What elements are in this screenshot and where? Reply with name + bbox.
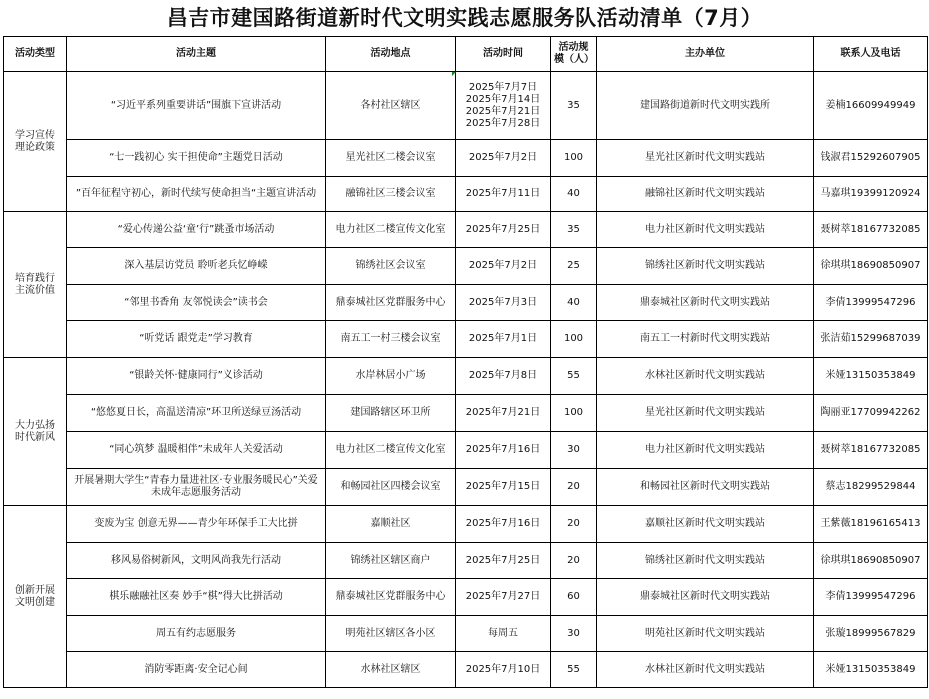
- cell-time[interactable]: 2025年7月16日: [456, 432, 551, 469]
- table-row: [4, 140, 928, 177]
- cell-scale[interactable]: 20: [551, 469, 597, 506]
- cell-place[interactable]: 星光社区二楼会议室: [326, 140, 456, 177]
- table-row: [4, 506, 928, 543]
- cell-time[interactable]: 2025年7月25日: [456, 212, 551, 248]
- cell-theme[interactable]: “习近平系列重要讲话”围旗下宣讲活动: [67, 72, 326, 140]
- cell-org[interactable]: 建国路街道新时代文明实践所: [597, 72, 814, 140]
- cell-time[interactable]: 2025年7月11日: [456, 177, 551, 212]
- activity-table: [3, 36, 928, 688]
- table-row: [4, 432, 928, 469]
- cell-scale[interactable]: 30: [551, 432, 597, 469]
- cell-scale[interactable]: 60: [551, 579, 597, 616]
- cell-theme[interactable]: “银龄关怀·健康同行”义诊活动: [67, 358, 326, 395]
- table-row: [4, 72, 928, 140]
- cell-place[interactable]: 鼎泰城社区党群服务中心: [326, 285, 456, 321]
- cell-time[interactable]: 2025年7月7日 2025年7月14日 2025年7月21日 2025年7月28日: [456, 72, 551, 140]
- cell-org[interactable]: 锦绣社区新时代文明实践站: [597, 543, 814, 579]
- cell-time[interactable]: 2025年7月1日: [456, 321, 551, 358]
- cell-scale[interactable]: 55: [551, 652, 597, 688]
- cell-activity-type[interactable]: 大力弘扬时代新风: [4, 358, 67, 506]
- cell-scale[interactable]: 35: [551, 212, 597, 248]
- cell-contact[interactable]: 米娅13150353849: [814, 358, 928, 395]
- cell-activity-type[interactable]: 学习宣传理论政策: [4, 72, 67, 212]
- cell-theme[interactable]: 周五有约志愿服务: [67, 616, 326, 652]
- cell-org[interactable]: 南五工一村新时代文明实践站: [597, 321, 814, 358]
- cell-org[interactable]: 锦绣社区新时代文明实践站: [597, 248, 814, 285]
- cell-comment-marker: [452, 72, 456, 76]
- cell-theme[interactable]: “邻里书香角 友邻悦读会”读书会: [67, 285, 326, 321]
- cell-contact[interactable]: 蔡志18299529844: [814, 469, 928, 506]
- cell-contact[interactable]: 米娅13150353849: [814, 652, 928, 688]
- cell-time[interactable]: 2025年7月21日: [456, 395, 551, 432]
- cell-place[interactable]: 电力社区二楼宣传文化室: [326, 212, 456, 248]
- cell-place[interactable]: 嘉顺社区: [326, 506, 456, 543]
- cell-org[interactable]: 明苑社区新时代文明实践站: [597, 616, 814, 652]
- cell-place[interactable]: 和畅园社区四楼会议室: [326, 469, 456, 506]
- table-row: [4, 469, 928, 506]
- cell-place[interactable]: 明苑社区辖区各小区: [326, 616, 456, 652]
- cell-org[interactable]: 鼎泰城社区新时代文明实践站: [597, 579, 814, 616]
- cell-theme[interactable]: “同心筑梦 温暖相伴”未成年人关爱活动: [67, 432, 326, 469]
- cell-contact[interactable]: 李倩13999547296: [814, 579, 928, 616]
- cell-theme[interactable]: 移风易俗树新风，文明风尚我先行活动: [67, 543, 326, 579]
- header-type[interactable]: 活动类型: [4, 37, 67, 72]
- cell-org[interactable]: 鼎泰城社区新时代文明实践站: [597, 285, 814, 321]
- cell-theme[interactable]: 开展暑期大学生“青春力量进社区·专业服务暖民心”关爱未成年志愿服务活动: [67, 469, 326, 506]
- cell-contact[interactable]: 张洁茹15299687039: [814, 321, 928, 358]
- cell-place[interactable]: 南五工一村三楼会议室: [326, 321, 456, 358]
- cell-time[interactable]: 2025年7月10日: [456, 652, 551, 688]
- cell-contact[interactable]: 张璇18999567829: [814, 616, 928, 652]
- cell-scale[interactable]: 100: [551, 321, 597, 358]
- cell-place[interactable]: 锦绣社区会议室: [326, 248, 456, 285]
- header-row: [4, 37, 928, 72]
- cell-contact[interactable]: 王紫薇18196165413: [814, 506, 928, 543]
- cell-time[interactable]: 2025年7月27日: [456, 579, 551, 616]
- table-row: [4, 177, 928, 212]
- cell-place[interactable]: 水林社区辖区: [326, 652, 456, 688]
- cell-scale[interactable]: 25: [551, 248, 597, 285]
- cell-time[interactable]: 2025年7月16日: [456, 506, 551, 543]
- table-row: [4, 321, 928, 358]
- cell-contact[interactable]: 聂树萃18167732085: [814, 212, 928, 248]
- cell-scale[interactable]: 100: [551, 395, 597, 432]
- cell-contact[interactable]: 陶丽亚17709942262: [814, 395, 928, 432]
- cell-scale[interactable]: 55: [551, 358, 597, 395]
- cell-org[interactable]: 融锦社区新时代文明实践站: [597, 177, 814, 212]
- table-row: [4, 248, 928, 285]
- cell-contact[interactable]: 李倩13999547296: [814, 285, 928, 321]
- cell-time[interactable]: 2025年7月2日: [456, 140, 551, 177]
- cell-theme[interactable]: “悠悠夏日长，高温送清凉”环卫所送绿豆汤活动: [67, 395, 326, 432]
- cell-org[interactable]: 电力社区新时代文明实践站: [597, 212, 814, 248]
- cell-place[interactable]: 各村社区辖区: [326, 72, 456, 140]
- cell-org[interactable]: 星光社区新时代文明实践站: [597, 395, 814, 432]
- cell-time[interactable]: 2025年7月15日: [456, 469, 551, 506]
- table-row: [4, 285, 928, 321]
- table-row: [4, 543, 928, 579]
- cell-scale[interactable]: 100: [551, 140, 597, 177]
- cell-theme[interactable]: 消防零距离·安全记心间: [67, 652, 326, 688]
- table-row: [4, 395, 928, 432]
- cell-place[interactable]: 鼎泰城社区党群服务中心: [326, 579, 456, 616]
- header-scale[interactable]: 活动规模（人）: [551, 37, 597, 72]
- cell-org[interactable]: 星光社区新时代文明实践站: [597, 140, 814, 177]
- cell-place[interactable]: 融锦社区三楼会议室: [326, 177, 456, 212]
- cell-scale[interactable]: 35: [551, 72, 597, 140]
- cell-org[interactable]: 电力社区新时代文明实践站: [597, 432, 814, 469]
- cell-contact[interactable]: 徐琪琪18690850907: [814, 543, 928, 579]
- cell-time[interactable]: 2025年7月3日: [456, 285, 551, 321]
- cell-time[interactable]: 2025年7月2日: [456, 248, 551, 285]
- cell-time[interactable]: 2025年7月25日: [456, 543, 551, 579]
- cell-org[interactable]: 水林社区新时代文明实践站: [597, 358, 814, 395]
- cell-scale[interactable]: 40: [551, 285, 597, 321]
- table-row: [4, 358, 928, 395]
- cell-time[interactable]: 2025年7月8日: [456, 358, 551, 395]
- cell-org[interactable]: 水林社区新时代文明实践站: [597, 652, 814, 688]
- cell-place[interactable]: 电力社区二楼宣传文化室: [326, 432, 456, 469]
- cell-contact[interactable]: 钱淑君15292607905: [814, 140, 928, 177]
- cell-activity-type[interactable]: 创新开展文明创建: [4, 506, 67, 688]
- header-place[interactable]: 活动地点: [326, 37, 456, 72]
- cell-org[interactable]: 嘉顺社区新时代文明实践站: [597, 506, 814, 543]
- cell-scale[interactable]: 40: [551, 177, 597, 212]
- table-row: [4, 212, 928, 248]
- cell-scale[interactable]: 20: [551, 506, 597, 543]
- cell-theme[interactable]: “听党话 跟党走”学习教育: [67, 321, 326, 358]
- header-theme[interactable]: 活动主题: [67, 37, 326, 72]
- sheet-title: 昌吉市建国路街道新时代文明实践志愿服务队活动清单（7月）: [166, 6, 763, 30]
- cell-scale[interactable]: 30: [551, 616, 597, 652]
- cell-activity-type[interactable]: 培育践行主流价值: [4, 212, 67, 358]
- cell-org[interactable]: 和畅园社区新时代文明实践站: [597, 469, 814, 506]
- table-row: [4, 652, 928, 688]
- table-row: [4, 579, 928, 616]
- cell-scale[interactable]: 20: [551, 543, 597, 579]
- cell-contact[interactable]: 聂树萃18167732085: [814, 432, 928, 469]
- table-row: [4, 616, 928, 652]
- header-org[interactable]: 主办单位: [597, 37, 814, 72]
- cell-contact[interactable]: 姜楠16609949949: [814, 72, 928, 140]
- cell-contact[interactable]: 马嘉琪19399120924: [814, 177, 928, 212]
- cell-time[interactable]: 每周五: [456, 616, 551, 652]
- header-contact[interactable]: 联系人及电话: [814, 37, 928, 72]
- cell-theme[interactable]: “七一践初心 实干担使命”主题党日活动: [67, 140, 326, 177]
- header-time[interactable]: 活动时间: [456, 37, 551, 72]
- cell-theme[interactable]: 棋乐融融社区奏 妙手“棋”得大比拼活动: [67, 579, 326, 616]
- cell-place[interactable]: 水岸林居小广场: [326, 358, 456, 395]
- cell-place[interactable]: 建国路辖区环卫所: [326, 395, 456, 432]
- cell-theme[interactable]: 深入基层访党员 聆听老兵忆峥嵘: [67, 248, 326, 285]
- cell-contact[interactable]: 徐琪琪18690850907: [814, 248, 928, 285]
- cell-place[interactable]: 锦绣社区辖区商户: [326, 543, 456, 579]
- cell-theme[interactable]: “爱心传递公益‘童’行”跳蚤市场活动: [67, 212, 326, 248]
- table-body: [4, 72, 928, 688]
- cell-theme[interactable]: ”百年征程守初心，新时代续写使命担当“主题宣讲活动: [67, 177, 326, 212]
- cell-theme[interactable]: 变废为宝 创意无界——青少年环保手工大比拼: [67, 506, 326, 543]
